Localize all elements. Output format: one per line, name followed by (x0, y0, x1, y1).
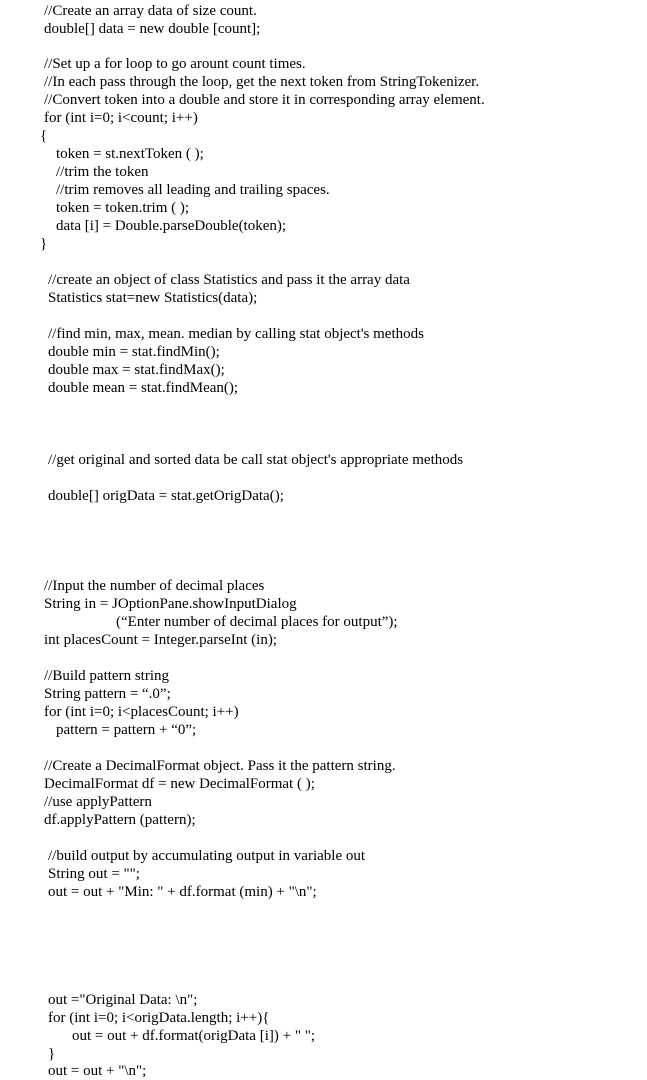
code-line: DecimalFormat df = new DecimalFormat ( ); (44, 776, 315, 792)
code-line: //Set up a for loop to go arount count times. (44, 56, 306, 72)
code-line: data [i] = Double.parseDouble(token); (56, 218, 287, 234)
code-line: //build output by accumulating output in variable out (48, 848, 366, 864)
code-line: for (int i=0; i<origData.length; i++){ (48, 1010, 270, 1026)
code-line: double min = stat.findMin(); (48, 344, 220, 360)
code-line: //create an object of class Statistics and pass it the array data (48, 272, 410, 288)
code-line: (“Enter number of decimal places for output”); (116, 614, 398, 630)
code-line: pattern = pattern + “0”; (56, 722, 197, 738)
code-line: } (40, 236, 48, 252)
code-line: double[] data = new double [count]; (44, 21, 261, 37)
code-line: //In each pass through the loop, get the next token from StringTokenizer. (44, 74, 480, 90)
code-line: { (40, 128, 48, 144)
code-line: Statistics stat=new Statistics(data); (48, 290, 258, 306)
code-line: //use applyPattern (44, 794, 152, 810)
code-line: token = st.nextToken ( ); (56, 146, 204, 162)
code-line: for (int i=0; i<placesCount; i++) (44, 704, 239, 720)
code-line: String out = ""; (48, 866, 140, 882)
code-line: double max = stat.findMax(); (48, 362, 225, 378)
code-line: //Create an array data of size count. (44, 3, 257, 19)
code-line: double mean = stat.findMean(); (48, 380, 239, 396)
code-line: out = out + "Min: " + df.format (min) + "\n"; (48, 884, 317, 900)
code-line: //Build pattern string (44, 668, 169, 684)
code-line: //trim removes all leading and trailing spaces. (56, 182, 330, 198)
code-line: //Create a DecimalFormat object. Pass it the pattern string. (44, 758, 396, 774)
code-line: int placesCount = Integer.parseInt (in); (44, 632, 277, 648)
code-line: //Input the number of decimal places (44, 578, 265, 594)
code-line: //trim the token (56, 164, 149, 180)
code-line: out = out + df.format(origData [i]) + " "; (72, 1028, 315, 1044)
code-line: String in = JOptionPane.showInputDialog (44, 596, 297, 612)
code-line: out ="Original Data: \n"; (48, 992, 198, 1008)
code-line: String pattern = “.0”; (44, 686, 171, 702)
code-line: } (48, 1046, 56, 1062)
code-line: out = out + "\n"; (48, 1063, 147, 1079)
code-line: //find min, max, mean. median by calling stat object's methods (48, 326, 424, 342)
code-line: token = token.trim ( ); (56, 200, 190, 216)
code-line: double[] origData = stat.getOrigData(); (48, 488, 284, 504)
code-line: //Convert token into a double and store it in corresponding array element. (44, 92, 485, 108)
code-line: df.applyPattern (pattern); (44, 812, 196, 828)
code-line: for (int i=0; i<count; i++) (44, 110, 198, 126)
code-line: //get original and sorted data be call stat object's appropriate methods (48, 452, 464, 468)
